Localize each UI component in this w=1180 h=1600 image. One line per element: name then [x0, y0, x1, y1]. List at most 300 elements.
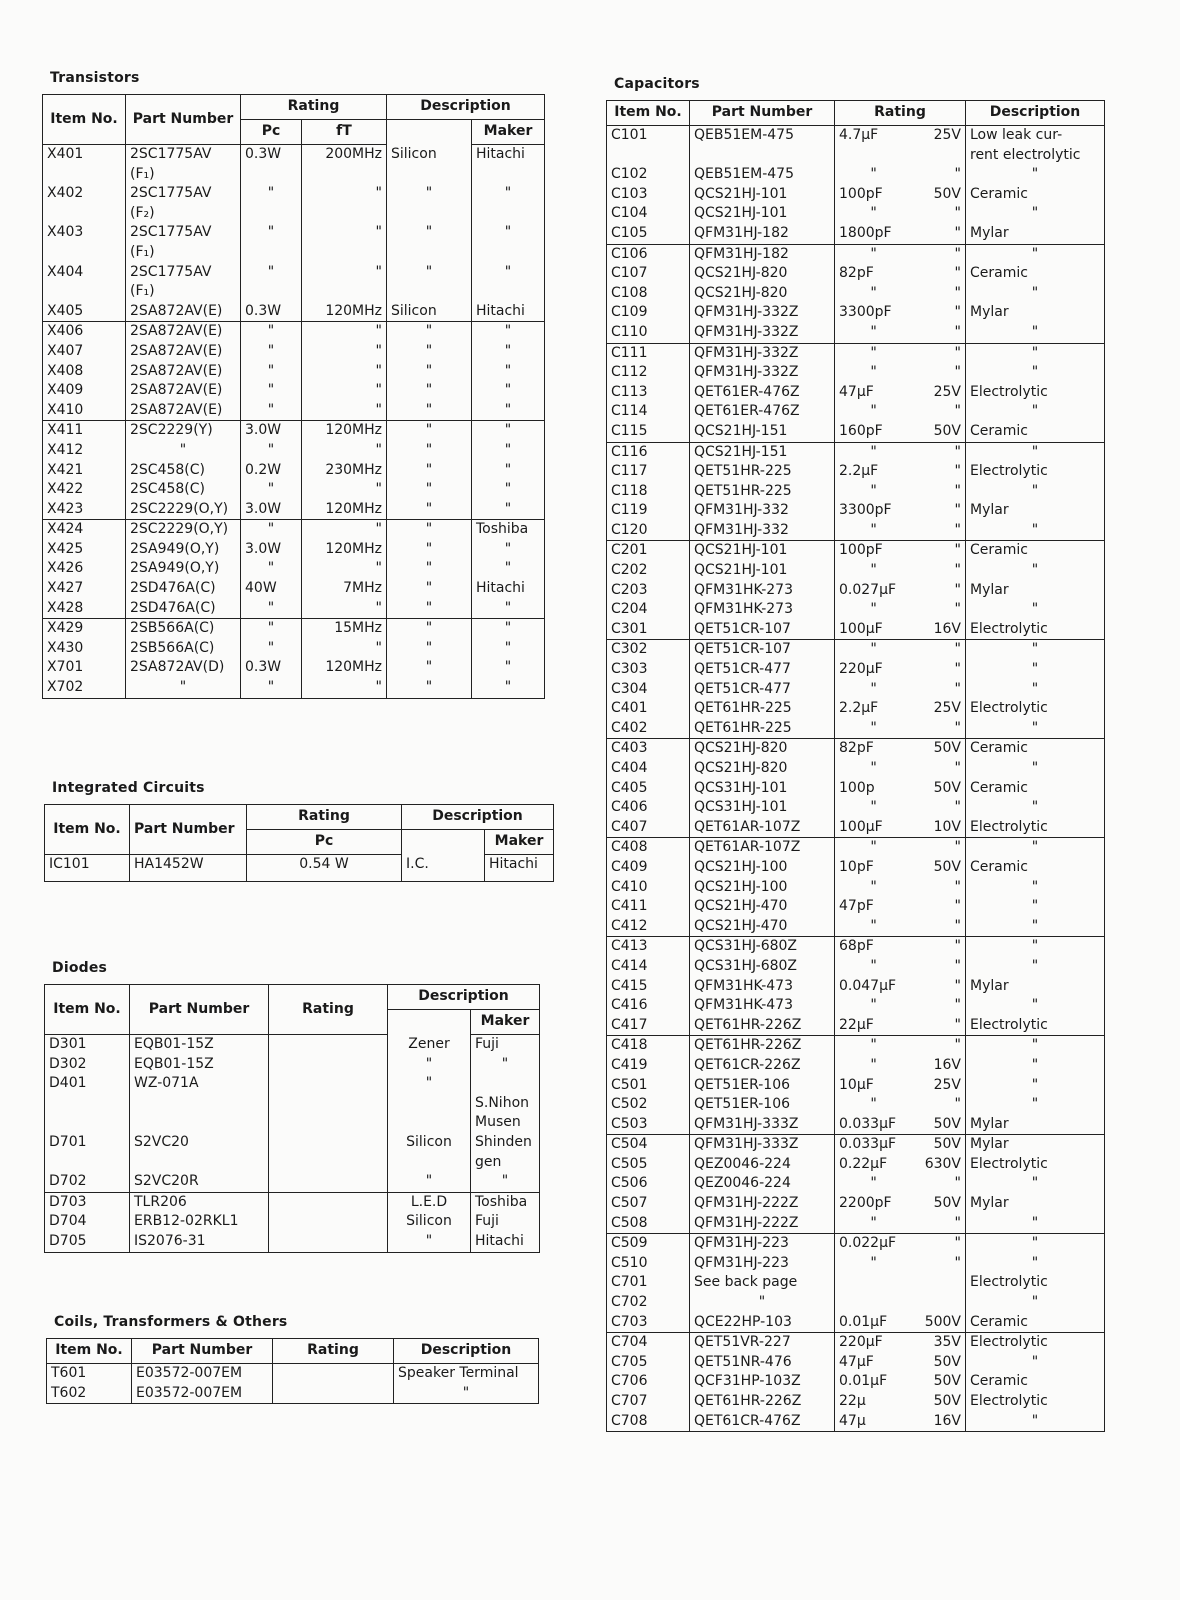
maker: " [472, 441, 545, 461]
item-no [45, 1113, 130, 1133]
rating-ft: " [302, 480, 387, 500]
description: " [966, 363, 1105, 383]
table-row [607, 878, 1105, 898]
item-no: C114 [611, 403, 648, 420]
rating-value: 3300pF [835, 303, 913, 323]
item-no: X403 [47, 224, 84, 241]
item-no: C404 [611, 760, 648, 776]
table-row [607, 719, 1105, 739]
part-number: 2SA872AV(D) [126, 658, 241, 678]
col-description: Description [402, 805, 554, 830]
part-number: E03572-007EM [132, 1384, 273, 1404]
description: Ceramic [966, 1313, 1105, 1333]
rating-voltage: " [954, 898, 961, 915]
table-row [45, 855, 554, 875]
table-row [47, 1364, 539, 1384]
rating-value: " [835, 759, 913, 779]
description [966, 1431, 1105, 1432]
item-no: C505 [611, 1155, 648, 1172]
rating-value: 1800pF [835, 224, 913, 244]
table-row [43, 362, 545, 382]
part-number: QCS21HJ-101 [690, 561, 835, 581]
rating-voltage: " [954, 323, 961, 340]
part-number: QFM31HJ-332 [690, 521, 835, 541]
table-row [607, 402, 1105, 422]
item-no: C414 [611, 957, 648, 974]
table-row [43, 658, 545, 678]
item-no: C418 [607, 1036, 690, 1056]
part-number [690, 1431, 835, 1432]
diodes-table [44, 984, 540, 1253]
maker: " [472, 381, 545, 401]
part-number: QET51VR-227 [690, 1333, 835, 1353]
part-number: QFM31HJ-223 [690, 1254, 835, 1274]
maker: Hitachi [485, 855, 554, 875]
rating-value: 0.01µF [835, 1313, 913, 1333]
table-row [607, 1293, 1105, 1313]
table-row [607, 442, 1105, 462]
description: " [966, 640, 1105, 660]
rating-pc [241, 204, 302, 224]
table-row [607, 660, 1105, 680]
col-rating: Rating [273, 1339, 394, 1364]
maker: " [472, 362, 545, 382]
item-no: C203 [611, 581, 648, 598]
table-row [607, 1016, 1105, 1036]
description: Mylar [966, 581, 1105, 601]
part-number: 2SC1775AV [126, 263, 241, 283]
table-row [607, 462, 1105, 482]
description: Ceramic [966, 541, 1105, 561]
item-no: C409 [611, 858, 648, 875]
description: " [966, 284, 1105, 304]
description: " [966, 244, 1105, 264]
table-row [43, 678, 545, 698]
part-number: 2SD476A(C) [126, 579, 241, 599]
part-number: QET61CR-476Z [690, 1412, 835, 1432]
table-row [45, 1192, 540, 1212]
rating-pc: 0.2W [241, 461, 302, 481]
rating [273, 1364, 394, 1384]
item-no: C419 [611, 1056, 648, 1073]
description: " [966, 1036, 1105, 1056]
table-row [43, 441, 545, 461]
rating-voltage: " [954, 1096, 961, 1113]
table-row [607, 422, 1105, 442]
rating-voltage: 50V [933, 779, 961, 796]
maker: " [472, 619, 545, 639]
item-no: X408 [47, 362, 84, 379]
item-no: X428 [47, 599, 84, 616]
table-row [607, 284, 1105, 304]
item-no: D703 [45, 1192, 130, 1212]
table-row [607, 1056, 1105, 1076]
description: " [966, 402, 1105, 422]
description: Mylar [966, 1194, 1105, 1214]
description: " [388, 1232, 471, 1252]
item-no: C703 [611, 1313, 648, 1330]
rating-ft [302, 204, 387, 224]
description: Silicon [387, 302, 472, 322]
item-no [43, 243, 126, 263]
part-number: QET61AR-107Z [690, 818, 835, 838]
table-row [607, 620, 1105, 640]
rating-value: 0.01µF [835, 1372, 913, 1392]
item-no: C119 [611, 502, 648, 519]
rating-pc [241, 698, 302, 699]
rating-voltage: " [954, 205, 961, 222]
rating-value: 4.7µF [835, 126, 913, 146]
table-row [43, 223, 545, 243]
description: " [966, 838, 1105, 858]
table-row [43, 698, 545, 699]
rating-voltage: " [954, 284, 961, 301]
rating-voltage: 50V [933, 185, 961, 202]
table-row [607, 482, 1105, 502]
table-row [43, 520, 545, 540]
item-no: X422 [47, 481, 84, 498]
table-row [607, 521, 1105, 541]
description: Ceramic [966, 858, 1105, 878]
part-number: QCS21HJ-820 [690, 284, 835, 304]
part-number: QCS21HJ-101 [690, 204, 835, 224]
description: " [387, 540, 472, 560]
table-row [607, 1194, 1105, 1214]
table-row [607, 1431, 1105, 1432]
rating-voltage: " [954, 521, 961, 538]
description: Electrolytic [966, 818, 1105, 838]
table-row [607, 204, 1105, 224]
part-number: 2SC1775AV [126, 184, 241, 204]
table-row [607, 818, 1105, 838]
table-row [43, 145, 545, 165]
table-row [45, 1153, 540, 1173]
rating-value: " [835, 561, 913, 581]
rating-voltage: 35V [912, 1333, 965, 1353]
part-number: QCS21HJ-151 [690, 422, 835, 442]
description: Mylar [966, 303, 1105, 323]
rating-pc: " [241, 639, 302, 659]
rating-voltage: " [954, 1214, 961, 1231]
item-no: C108 [611, 284, 648, 301]
description: Ceramic [966, 185, 1105, 205]
table-row [45, 1133, 540, 1153]
table-row [43, 480, 545, 500]
table-row [607, 185, 1105, 205]
description: " [966, 660, 1105, 680]
rating-value: 47µ [835, 1412, 913, 1432]
col-part: Part Number [130, 985, 269, 1035]
item-no: C101 [611, 127, 648, 143]
table-row [607, 244, 1105, 264]
rating-pc: " [241, 184, 302, 204]
rating-voltage: " [954, 957, 961, 974]
rating-voltage: " [912, 244, 965, 264]
description: Silicon [388, 1212, 471, 1232]
part-number: EQB01-15Z [130, 1035, 269, 1055]
table-row [607, 1333, 1105, 1353]
item-no: D702 [49, 1173, 87, 1190]
table-row [607, 1372, 1105, 1392]
part-number: IS2076-31 [130, 1232, 269, 1252]
rating-value: 10µF [835, 1076, 913, 1096]
table-row [43, 342, 545, 362]
rating-value: 0.22µF [835, 1155, 913, 1175]
table-row [607, 640, 1105, 660]
description: I.C. [402, 855, 485, 875]
part-number: 2SC1775AV [126, 223, 241, 243]
part-number: HA1452W [130, 855, 247, 875]
col-rating: Rating [247, 805, 402, 830]
rating-voltage: 50V [933, 1393, 961, 1409]
part-number: QET61HR-226Z [690, 1016, 835, 1036]
diodes-section [44, 960, 540, 1253]
rating-pc: " [241, 322, 302, 342]
part-number: QET51ER-106 [690, 1095, 835, 1115]
rating-value: " [835, 640, 913, 660]
rating-pc: 0.3W [241, 658, 302, 678]
rating-voltage: " [912, 343, 965, 363]
item-no: X411 [43, 421, 126, 441]
item-no: C120 [611, 521, 648, 538]
part-number: EQB01-15Z [130, 1055, 269, 1075]
maker: " [471, 1172, 540, 1192]
item-no: C507 [611, 1195, 648, 1212]
description: " [394, 1384, 539, 1404]
rating-voltage: " [912, 541, 965, 561]
rating-value: 3300pF [835, 501, 913, 521]
rating-voltage [912, 146, 965, 166]
col-rating: Rating [241, 95, 387, 120]
transistors-table [42, 94, 545, 699]
item-no: X429 [43, 619, 126, 639]
table-row [607, 798, 1105, 818]
maker: " [472, 658, 545, 678]
part-number: ERB12-02RKL1 [130, 1212, 269, 1232]
rating-ft: 120MHz [302, 658, 387, 678]
item-no: D401 [49, 1075, 87, 1092]
part-number: 2SC2229(O,Y) [126, 500, 241, 520]
rating-pc: 0.54 W [247, 855, 402, 875]
item-no: X401 [47, 146, 84, 162]
description: " [966, 165, 1105, 185]
part-number: QFM31HJ-332Z [690, 323, 835, 343]
item-no: C706 [611, 1373, 648, 1390]
maker: " [472, 421, 545, 441]
rating-pc: " [241, 619, 302, 639]
description: " [966, 204, 1105, 224]
item-no: C302 [607, 640, 690, 660]
table-row [43, 619, 545, 639]
rating-value: 2.2µF [835, 462, 913, 482]
item-no: C102 [611, 166, 648, 183]
maker [471, 1074, 540, 1094]
maker: " [472, 678, 545, 698]
rating-value: " [835, 323, 913, 343]
description: Silicon [387, 145, 472, 165]
rating [269, 1113, 388, 1133]
item-no: C111 [607, 343, 690, 363]
table-row [607, 1273, 1105, 1293]
part-number: QET61AR-107Z [690, 838, 835, 858]
rating-ft: " [302, 639, 387, 659]
part-number: QFM31HJ-222Z [690, 1214, 835, 1234]
rating-voltage: " [912, 838, 965, 858]
description: " [966, 957, 1105, 977]
rating-voltage: " [954, 661, 961, 678]
item-no: C107 [611, 265, 648, 282]
description: " [387, 520, 472, 540]
col-rating: Rating [835, 101, 966, 126]
rating-voltage: 50V [933, 1373, 961, 1390]
description: " [966, 442, 1105, 462]
rating [269, 1192, 388, 1212]
description: Ceramic [966, 1372, 1105, 1392]
part-number: WZ-071A [130, 1074, 269, 1094]
table-row [43, 184, 545, 204]
part-number: QFM31HJ-332Z [690, 303, 835, 323]
part-number: 2SA872AV(E) [126, 322, 241, 342]
rating-ft [302, 282, 387, 302]
part-number: QFM31HJ-332Z [690, 363, 835, 383]
maker [472, 165, 545, 185]
part-number: QCS21HJ-470 [690, 897, 835, 917]
description: " [966, 1353, 1105, 1373]
rating-voltage: " [954, 760, 961, 776]
table-row [607, 1353, 1105, 1373]
part-number: " [690, 1293, 835, 1313]
rating-voltage: " [954, 977, 961, 994]
part-number: QET61ER-476Z [690, 383, 835, 403]
rating-ft: 15MHz [302, 619, 387, 639]
rating-value: 0.027µF [835, 581, 913, 601]
rating-voltage: " [954, 502, 961, 519]
item-no: C707 [611, 1393, 648, 1409]
table-row [607, 126, 1105, 146]
part-number: QCS31HJ-101 [690, 798, 835, 818]
rating-pc: 40W [241, 579, 302, 599]
part-number: (F₂) [126, 204, 241, 224]
rating-voltage: " [912, 937, 965, 957]
rating-value: " [835, 838, 913, 858]
description: " [966, 482, 1105, 502]
table-row [607, 1095, 1105, 1115]
rating-value: " [835, 917, 913, 937]
table-row [43, 243, 545, 263]
col-part: Part Number [690, 101, 835, 126]
item-no: C403 [607, 739, 690, 759]
description: " [387, 421, 472, 441]
item-no: C204 [611, 601, 648, 618]
maker: " [472, 599, 545, 619]
table-row [607, 1254, 1105, 1274]
part-number: 2SA949(O,Y) [126, 540, 241, 560]
rating-value: " [835, 1254, 913, 1274]
rating-voltage [912, 1273, 965, 1293]
rating-value: " [835, 1095, 913, 1115]
col-description: Description [966, 101, 1105, 126]
maker: Fuji [471, 1035, 540, 1055]
rating-value: 100pF [835, 541, 913, 561]
section-title: Diodes [52, 960, 108, 976]
rating-value: " [835, 244, 913, 264]
item-no: C406 [611, 799, 648, 816]
description: L.E.D [388, 1192, 471, 1212]
part-number: QET51HR-225 [690, 482, 835, 502]
part-number: QFM31HK-473 [690, 977, 835, 997]
item-no: C113 [611, 383, 648, 400]
item-no: X404 [47, 263, 84, 280]
part-number: 2SA872AV(E) [126, 362, 241, 382]
rating-ft: " [302, 599, 387, 619]
item-no [45, 1153, 130, 1173]
part-number: QCE22HP-103 [690, 1313, 835, 1333]
table-row [607, 323, 1105, 343]
rating-voltage: 50V [933, 1195, 961, 1212]
rating-pc [241, 243, 302, 263]
item-no [45, 1094, 130, 1114]
col-maker: Maker [485, 830, 554, 855]
rating [269, 1055, 388, 1075]
rating-ft: " [302, 342, 387, 362]
item-no: C708 [611, 1412, 648, 1429]
rating-value: " [835, 1056, 913, 1076]
col-item: Item No. [607, 101, 690, 126]
part-number: S2VC20 [130, 1133, 269, 1153]
rating-voltage: " [954, 917, 961, 934]
table-row [607, 1076, 1105, 1096]
item-no [43, 698, 126, 699]
maker: Fuji [471, 1212, 540, 1232]
part-number: QEB51EM-475 [690, 126, 835, 146]
part-number: (F₁) [126, 165, 241, 185]
maker: " [472, 223, 545, 243]
item-no: C705 [611, 1353, 648, 1370]
item-no: C411 [611, 898, 648, 915]
table-row [607, 759, 1105, 779]
rating-pc: 3.0W [241, 421, 302, 441]
description: " [966, 1095, 1105, 1115]
rating-voltage: " [912, 1234, 965, 1254]
item-no: C202 [611, 562, 648, 579]
section-title: Integrated Circuits [52, 780, 205, 796]
rating-ft: " [302, 263, 387, 283]
maker [472, 204, 545, 224]
description: Low leak cur- [966, 126, 1105, 146]
table-row [43, 401, 545, 421]
item-no: T602 [51, 1384, 87, 1401]
item-no [43, 165, 126, 185]
part-number [690, 146, 835, 166]
description: " [966, 719, 1105, 739]
col-ft: fT [302, 120, 387, 145]
rating-pc: 0.3W [241, 302, 302, 322]
maker: " [472, 500, 545, 520]
description [387, 243, 472, 263]
rating-value: " [835, 363, 913, 383]
description: " [966, 1214, 1105, 1234]
rating-ft: 200MHz [302, 145, 387, 165]
rating-value: 0.033µF [835, 1115, 913, 1135]
item-no: C105 [611, 224, 648, 241]
rating-ft: " [302, 381, 387, 401]
item-no: X407 [47, 342, 84, 359]
maker: " [472, 540, 545, 560]
description: " [387, 342, 472, 362]
part-number: QFM31HJ-182 [690, 224, 835, 244]
col-item: Item No. [47, 1339, 132, 1364]
rating-value [835, 1431, 913, 1432]
